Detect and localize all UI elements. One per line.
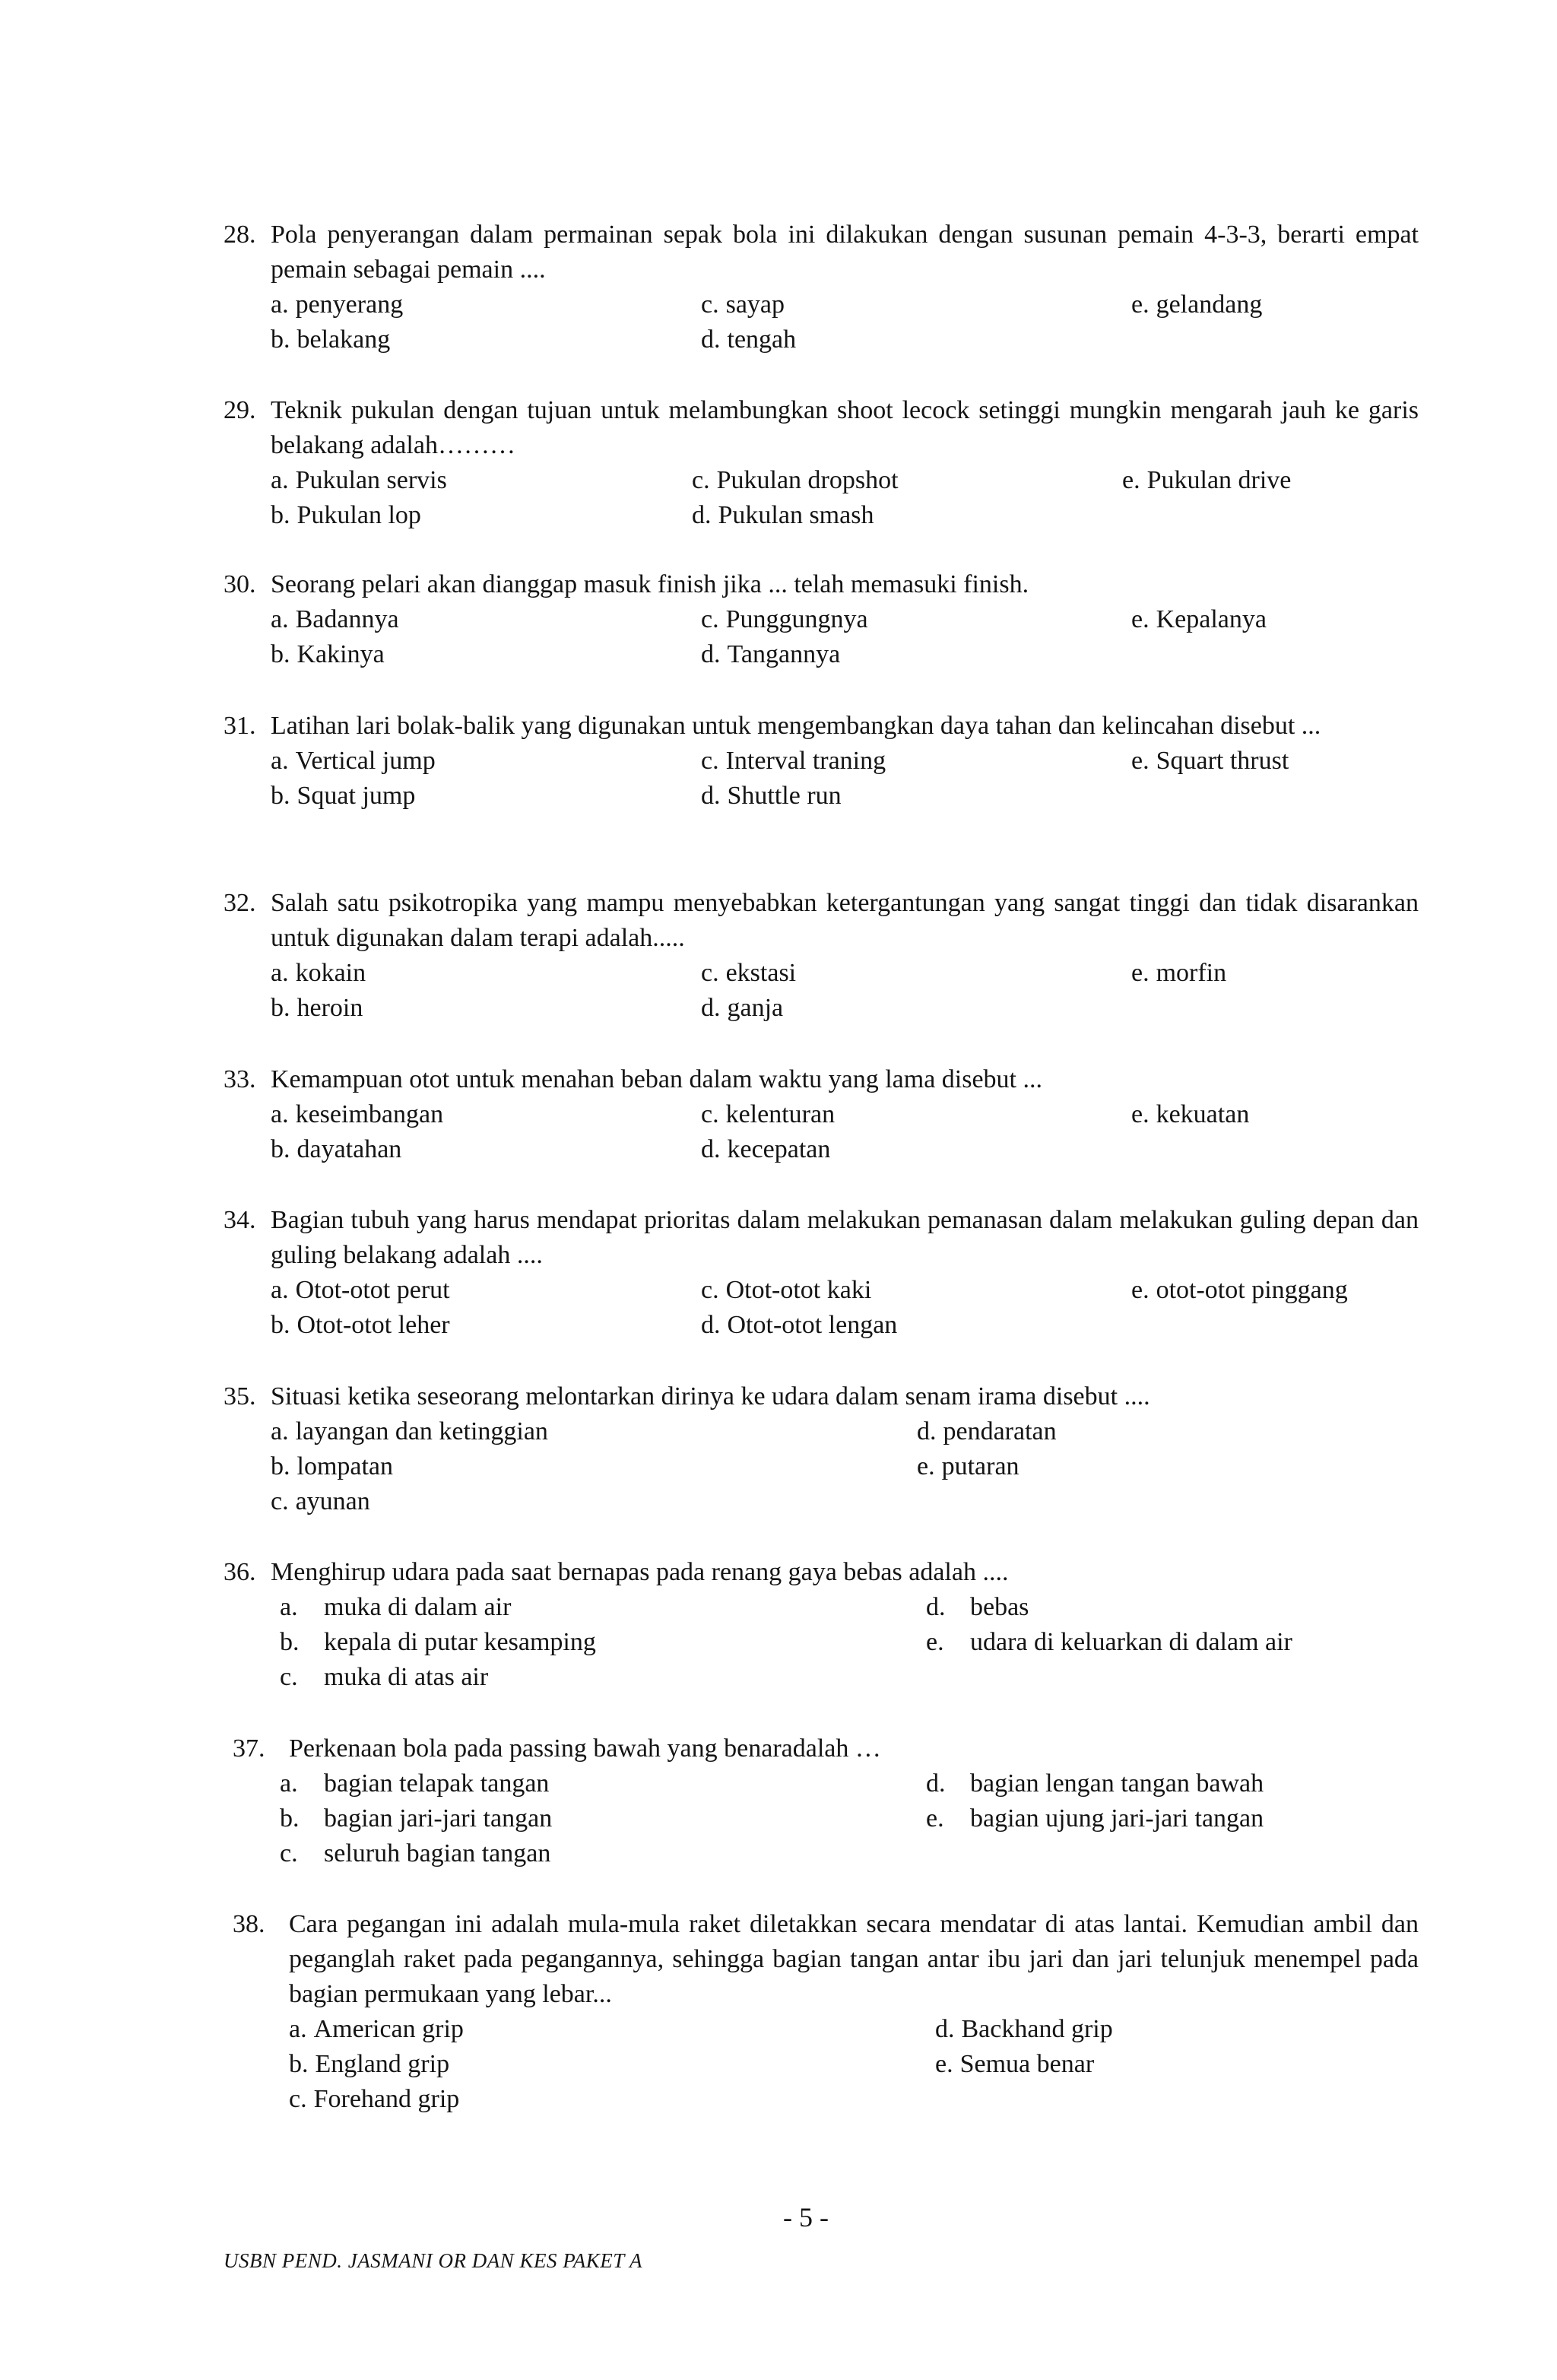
option-letter: a. [271, 466, 289, 494]
option-text: Otot-otot kaki [725, 1276, 872, 1304]
option-d[interactable] [701, 991, 783, 1026]
option-a[interactable] [271, 1414, 548, 1449]
question-text: Situasi ketika seseorang melontarkan dirinya ke udara dalam senam irama disebut .... [271, 1382, 1150, 1411]
option-text: Otot-otot leher [296, 1311, 450, 1339]
option-e[interactable] [1131, 1097, 1249, 1132]
option-e[interactable] [1131, 1273, 1348, 1308]
question-number: 31. [224, 712, 256, 740]
option-d[interactable] [917, 1414, 1057, 1449]
answer-options [224, 1273, 1419, 1343]
option-letter: a. [280, 1769, 298, 1798]
option-letter: a. [271, 1417, 289, 1445]
option-b[interactable] [280, 1801, 552, 1836]
option-letter: e. [1131, 1276, 1150, 1304]
option-c[interactable] [701, 744, 886, 779]
question-stem [224, 217, 1419, 287]
option-d[interactable] [701, 637, 840, 672]
option-text: Semua benar [959, 2050, 1095, 2078]
option-c[interactable] [701, 287, 785, 322]
option-letter: c. [701, 959, 719, 987]
question-number: 33. [224, 1065, 256, 1093]
option-text: bagian ujung jari-jari tangan [970, 1804, 1264, 1833]
option-text: lompatan [296, 1452, 394, 1480]
option-a[interactable] [271, 1273, 450, 1308]
option-a[interactable] [271, 956, 366, 991]
option-text: keseimbangan [295, 1100, 444, 1128]
option-text: dayatahan [296, 1135, 402, 1163]
question-number: 38. [233, 1910, 265, 1938]
question-38 [233, 1907, 1419, 2117]
question-number: 28. [224, 221, 256, 249]
question-text: Pola penyerangan dalam permainan sepak bola ini dilakukan dengan susunan pemain 4-3-3, berarti empat pemain sebagai pemain .... [271, 221, 1419, 284]
answer-options [224, 463, 1419, 533]
question-number: 32. [224, 889, 256, 917]
option-text: Squart thrust [1156, 747, 1289, 775]
option-text: ekstasi [725, 959, 797, 987]
option-text: Otot-otot perut [295, 1276, 450, 1304]
option-d[interactable] [701, 779, 842, 814]
option-c[interactable] [701, 956, 796, 991]
option-letter: c. [701, 290, 719, 319]
option-letter: b. [271, 325, 290, 354]
option-text: Vertical jump [295, 747, 436, 775]
option-letter: d. [692, 501, 712, 529]
option-b[interactable] [271, 991, 363, 1026]
option-letter: a. [271, 1276, 289, 1304]
question-number: 30. [224, 570, 256, 598]
option-letter: d. [917, 1417, 937, 1445]
option-text: American grip [313, 2015, 464, 2043]
option-letter: a. [289, 2015, 307, 2043]
option-e[interactable] [935, 2047, 1094, 2082]
option-c[interactable] [692, 463, 899, 498]
option-text: bagian telapak tangan [324, 1769, 550, 1798]
option-text: bagian jari-jari tangan [324, 1804, 553, 1833]
question-29 [224, 393, 1419, 533]
question-stem [224, 1062, 1419, 1097]
option-letter: c. [280, 1663, 298, 1691]
option-letter: e. [926, 1804, 944, 1833]
option-text: belakang [296, 325, 391, 354]
option-letter: c. [280, 1839, 298, 1868]
option-b[interactable] [271, 637, 385, 672]
option-text: pendaratan [943, 1417, 1057, 1445]
option-text: Pukulan drive [1146, 466, 1292, 494]
question-stem [224, 1555, 1419, 1590]
option-letter: e. [926, 1628, 944, 1656]
option-text: Kakinya [296, 640, 385, 668]
option-text: ayunan [295, 1487, 370, 1515]
option-letter: a. [271, 1100, 289, 1128]
option-a[interactable] [271, 744, 436, 779]
option-letter: d. [926, 1769, 946, 1798]
answer-options [224, 287, 1419, 357]
option-c[interactable] [280, 1836, 550, 1871]
option-letter: a. [280, 1593, 298, 1621]
question-number: 36. [224, 1558, 256, 1586]
option-text: bagian lengan tangan bawah [970, 1769, 1264, 1798]
question-text: Teknik pukulan dengan tujuan untuk melambungkan shoot lecock setinggi mungkin mengarah jauh ke garis belakang adalah……… [271, 396, 1419, 459]
option-text: udara di keluarkan di dalam air [970, 1628, 1292, 1656]
option-text: Punggungnya [725, 605, 868, 633]
option-b[interactable] [271, 779, 415, 814]
option-letter: a. [271, 290, 289, 319]
option-letter: d. [701, 1135, 721, 1163]
option-letter: a. [271, 605, 289, 633]
question-text: Bagian tubuh yang harus mendapat prioritas dalam melakukan pemanasan dalam melakukan guling depan dan guling belakang adalah .... [271, 1206, 1419, 1269]
option-letter: b. [271, 994, 290, 1022]
option-letter: c. [701, 1100, 719, 1128]
option-text: Kepalanya [1156, 605, 1267, 633]
option-text: ganja [727, 994, 784, 1022]
question-35 [224, 1379, 1419, 1519]
option-text: sayap [725, 290, 785, 319]
question-stem [233, 1907, 1419, 2012]
question-28 [224, 217, 1419, 357]
option-e[interactable] [926, 1625, 1292, 1660]
answer-options [224, 744, 1419, 814]
option-d[interactable] [926, 1590, 1029, 1625]
question-text: Latihan lari bolak-balik yang digunakan untuk mengembangkan daya tahan dan kelincahan disebut ... [271, 712, 1321, 740]
option-d[interactable] [926, 1766, 1264, 1801]
option-letter: d. [701, 325, 721, 354]
option-c[interactable] [280, 1660, 488, 1695]
option-letter: b. [280, 1628, 300, 1656]
option-letter: b. [271, 1452, 290, 1480]
question-stem [224, 709, 1419, 744]
option-letter: c. [271, 1487, 289, 1515]
option-text: kepala di putar kesamping [324, 1628, 596, 1656]
option-text: muka di atas air [324, 1663, 489, 1691]
option-text: seluruh bagian tangan [324, 1839, 551, 1868]
answer-options [224, 1097, 1419, 1167]
answer-options [224, 1414, 1419, 1519]
option-text: Pukulan servis [295, 466, 447, 494]
option-text: Backhand grip [961, 2015, 1113, 2043]
answer-options [224, 956, 1419, 1026]
option-letter: e. [1131, 747, 1150, 775]
option-letter: d. [701, 640, 721, 668]
option-letter: c. [701, 1276, 719, 1304]
option-text: Forehand grip [313, 2085, 460, 2113]
answer-options [233, 1766, 1419, 1871]
question-stem [224, 567, 1419, 602]
option-letter: c. [692, 466, 710, 494]
option-letter: b. [271, 640, 290, 668]
option-e[interactable] [1131, 744, 1289, 779]
option-text: Otot-otot lengan [727, 1311, 898, 1339]
option-text: Tangannya [727, 640, 841, 668]
answer-options [224, 1590, 1419, 1695]
option-text: kekuatan [1156, 1100, 1250, 1128]
option-letter: d. [701, 1311, 721, 1339]
option-text: otot-otot pinggang [1156, 1276, 1348, 1304]
option-letter: a. [271, 959, 289, 987]
question-30 [224, 567, 1419, 672]
option-text: putaran [941, 1452, 1020, 1480]
option-letter: d. [701, 782, 721, 810]
option-letter: c. [701, 747, 719, 775]
option-letter: b. [271, 1135, 290, 1163]
question-37 [233, 1731, 1419, 1871]
option-letter: c. [701, 605, 719, 633]
question-36 [224, 1555, 1419, 1695]
option-a[interactable] [271, 463, 447, 498]
option-d[interactable] [701, 1132, 830, 1167]
option-letter: e. [1122, 466, 1140, 494]
option-text: Pukulan lop [296, 501, 421, 529]
option-text: morfin [1156, 959, 1227, 987]
option-text: kokain [295, 959, 366, 987]
question-stem [224, 1379, 1419, 1414]
option-text: tengah [727, 325, 797, 354]
option-letter: b. [271, 1311, 290, 1339]
question-32 [224, 886, 1419, 1026]
option-c[interactable] [289, 2082, 459, 2117]
option-text: Squat jump [296, 782, 416, 810]
option-a[interactable] [271, 1097, 443, 1132]
option-d[interactable] [692, 498, 874, 533]
answer-options [224, 602, 1419, 672]
question-text: Menghirup udara pada saat bernapas pada renang gaya bebas adalah .... [271, 1558, 1009, 1586]
option-text: muka di dalam air [324, 1593, 512, 1621]
option-text: Shuttle run [727, 782, 842, 810]
question-33 [224, 1062, 1419, 1167]
question-number: 35. [224, 1382, 256, 1411]
option-b[interactable] [271, 1308, 450, 1343]
option-letter: e. [1131, 959, 1150, 987]
option-b[interactable] [271, 322, 390, 357]
option-c[interactable] [701, 1097, 835, 1132]
option-e[interactable] [926, 1801, 1264, 1836]
option-text: Interval traning [725, 747, 886, 775]
option-text: gelandang [1156, 290, 1263, 319]
option-text: heroin [296, 994, 363, 1022]
option-letter: e. [935, 2050, 953, 2078]
option-letter: b. [289, 2050, 309, 2078]
question-number: 29. [224, 396, 256, 424]
question-text: Cara pegangan ini adalah mula-mula raket diletakkan secara mendatar di atas lantai. Kemudian ambil dan peganglah raket pada pegangannya, sehingga bagian tangan antar ibu jari dan jari telunjuk menempel pada bagian permukaan yang lebar... [289, 1910, 1419, 2008]
option-c[interactable] [701, 1273, 871, 1308]
option-e[interactable] [1131, 602, 1267, 637]
question-number: 34. [224, 1206, 256, 1234]
option-text: Pukulan dropshot [716, 466, 899, 494]
option-b[interactable] [271, 1132, 401, 1167]
option-b[interactable] [271, 498, 421, 533]
option-letter: e. [1131, 605, 1150, 633]
option-b[interactable] [289, 2047, 449, 2082]
question-stem [224, 393, 1419, 463]
option-c[interactable] [271, 1484, 370, 1519]
option-text: kelenturan [725, 1100, 836, 1128]
option-d[interactable] [935, 2012, 1113, 2047]
option-d[interactable] [701, 1308, 897, 1343]
option-d[interactable] [701, 322, 796, 357]
page-number: - 5 - [783, 2202, 829, 2232]
option-e[interactable] [1131, 287, 1262, 322]
option-letter: e. [1131, 290, 1150, 319]
option-a[interactable] [289, 2012, 464, 2047]
question-31 [224, 709, 1419, 814]
option-a[interactable] [280, 1590, 511, 1625]
option-letter: c. [289, 2085, 307, 2113]
option-letter: b. [271, 782, 290, 810]
option-text: bebas [970, 1593, 1029, 1621]
option-letter: d. [926, 1593, 946, 1621]
option-a[interactable] [280, 1766, 549, 1801]
question-text: Kemampuan otot untuk menahan beban dalam waktu yang lama disebut ... [271, 1065, 1043, 1093]
option-c[interactable] [701, 602, 868, 637]
option-letter: b. [271, 501, 290, 529]
option-b[interactable] [271, 1449, 393, 1484]
option-letter: d. [701, 994, 721, 1022]
option-text: penyerang [295, 290, 404, 319]
option-text: Badannya [295, 605, 399, 633]
question-text: Perkenaan bola pada passing bawah yang benaradalah … [289, 1734, 881, 1763]
question-stem [224, 886, 1419, 956]
option-text: layangan dan ketinggian [295, 1417, 548, 1445]
footer-text: USBN PEND. JASMANI OR DAN KES PAKET A [224, 2249, 642, 2272]
option-text: Pukulan smash [718, 501, 874, 529]
option-a[interactable] [271, 602, 399, 637]
option-letter: e. [1131, 1100, 1150, 1128]
answer-options [233, 2012, 1419, 2117]
option-b[interactable] [280, 1625, 596, 1660]
option-e[interactable] [1131, 956, 1226, 991]
option-e[interactable] [1122, 463, 1291, 498]
question-stem [224, 1203, 1419, 1273]
option-letter: e. [917, 1452, 935, 1480]
option-e[interactable] [917, 1449, 1020, 1484]
option-letter: b. [280, 1804, 300, 1833]
option-text: England grip [315, 2050, 450, 2078]
option-letter: d. [935, 2015, 955, 2043]
question-stem [233, 1731, 1419, 1766]
question-number: 37. [233, 1734, 265, 1763]
question-text: Salah satu psikotropika yang mampu menyebabkan ketergantungan yang sangat tinggi dan tidak disarankan untuk digunakan dalam terapi adalah..... [271, 889, 1419, 952]
option-a[interactable] [271, 287, 403, 322]
question-text: Seorang pelari akan dianggap masuk finish jika ... telah memasuki finish. [271, 570, 1029, 598]
question-34 [224, 1203, 1419, 1343]
option-text: kecepatan [727, 1135, 831, 1163]
option-letter: a. [271, 747, 289, 775]
